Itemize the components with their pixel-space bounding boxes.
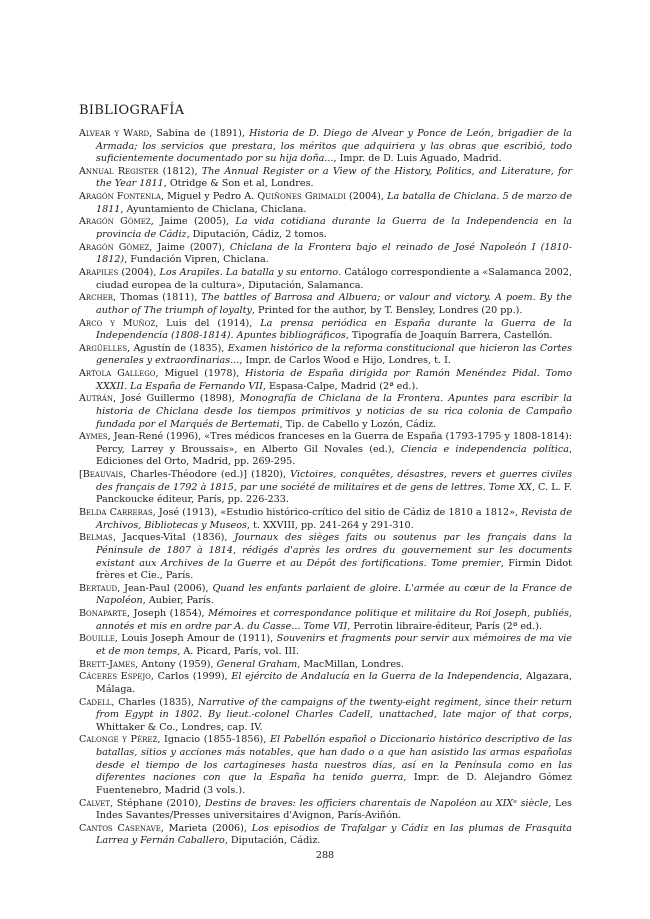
entry-title: Mémoires et correspondance politique et militaire du Roi Joseph, publiés, annotés et mis en ordre par A. du Casse... Tome VII — [96, 608, 572, 632]
entry-author: [Beauvais — [79, 469, 124, 481]
entry-author: Alvear y Ward — [79, 128, 150, 139]
entry-publication-info: , Printed for the author, by T. Bensley, Londres (20 pp.). — [251, 304, 523, 316]
entry-author-detail: , Jaime (2007), — [149, 241, 230, 253]
section-heading: BIBLIOGRAFÍA — [79, 103, 185, 118]
entry-author: Calvet — [79, 797, 111, 809]
entry-publication-info: , Aubier, París. — [142, 595, 214, 607]
entry-publication-info: , A. Picard, París, vol. III. — [177, 645, 300, 657]
page-number: 288 — [315, 850, 335, 861]
bibliography-entry — [79, 697, 572, 735]
entry-author: Autrán — [79, 393, 113, 405]
bibliography-entry — [79, 507, 572, 532]
entry-coauthor: Quiñones Grimaldi — [257, 191, 346, 203]
entry-title: Ciencia e independencia política — [400, 443, 569, 455]
entry-title: Examen histórico de la reforma constitucional que hicieron las Cortes generales y extraordinarias... — [96, 342, 572, 367]
bibliography-entry — [79, 431, 572, 469]
entry-author-detail: (1812), — [158, 165, 202, 177]
entry-author: Cadell — [79, 696, 112, 708]
entry-author-detail: , Thomas (1811), — [113, 292, 202, 304]
entry-title: General Graham — [216, 658, 298, 670]
bibliography-entry — [79, 633, 572, 658]
bibliography-entry — [79, 393, 572, 431]
entry-author: Calonge y Pérez — [79, 734, 158, 746]
entry-author-detail: , Luis del (1914), — [155, 317, 261, 329]
entry-author: Aragón Gómez — [79, 216, 151, 228]
entry-author: Argüelles — [79, 342, 128, 354]
entry-title: Historia de D. Diego de Alvear y Ponce de León, brigadier de la Armada; los servicios que prestara, los méritos que adquiriera y las obras que escribió, todo suficientemente documentado por su hija doña... — [96, 128, 572, 165]
bibliography-entry — [79, 734, 572, 797]
entry-author-detail: , José (1913), «Estudio histórico-crítico del sitio de Cádiz de 1810 a 1812», — [152, 507, 522, 519]
bibliography-entry — [79, 292, 572, 317]
entry-author-detail: , Jean-Paul (2006), — [117, 582, 213, 594]
entry-publication-info: , Otridge & Son et al, Londres. — [163, 178, 314, 190]
entry-author-detail: , Miguel (1978), — [155, 368, 246, 380]
entry-publication-info: , Les Indes Savantes/Presses universitaires d'Avignon, París-Aviñón. — [96, 797, 572, 822]
entry-publication-info: , MacMillan, Londres. — [297, 658, 404, 670]
entry-author-detail: , Jaime (2005), — [150, 216, 236, 228]
bibliography-entry — [79, 318, 572, 343]
entry-author: Annual Register — [79, 165, 159, 177]
bibliography-entry — [79, 798, 572, 823]
bibliography-entry — [79, 532, 572, 582]
entry-author: Brett-James — [79, 658, 136, 670]
entry-title: Narrative of the campaigns of the twenty-eight regiment, since their return from Egypt in 1802. By lieut.-colonel Charles Cadell, unattached, late major of that corps — [96, 696, 572, 721]
entry-title: Revista de Archivos, Bibliotecas y Museos — [96, 507, 573, 531]
bibliography-entry — [79, 469, 572, 507]
entry-author: Bertaud — [79, 582, 118, 594]
entry-title: La batalla de Chiclana. 5 de marzo de 1811 — [96, 191, 572, 215]
bibliography-entry — [79, 267, 572, 292]
entry-publication-info: , Ediciones del Orto, Madrid, pp. 269-295. — [96, 443, 572, 468]
entry-title: Historia de España dirigida por Ramón Menéndez Pidal. Tomo XXXII. La España de Fernando VII — [96, 368, 572, 392]
entry-author-detail: , José Guillermo (1898), — [112, 393, 240, 405]
entry-title: Chiclana de la Frontera bajo el reinado de José Napoleón I (1810-1812) — [96, 241, 572, 266]
entry-author: Belda Carreras — [79, 507, 153, 519]
entry-publication-info: , Whittaker & Co., Londres, cap. IV. — [96, 709, 572, 733]
entry-title: Journaux des sièges faits ou soutenus par les français dans la Péninsule de 1807 à 1814, rédigés d'après les ordres du gouvernement sur les documents existant aux Archives de la Guerre et au Dépôt des fortifications. Tome premier — [96, 532, 572, 569]
bibliography-entry — [79, 166, 572, 191]
entry-title: Los episodios de Trafalgar y Cádiz en las plumas de Frasquita Larrea y Fernán Caballero — [96, 822, 572, 847]
bibliography-entry — [79, 343, 572, 368]
entry-title: The Annual Register or a View of the History, Politics, and Literature, for the Year 1811 — [96, 165, 572, 190]
entry-author-detail: , Stéphane (2010), — [110, 797, 205, 809]
bibliography-list — [79, 128, 572, 848]
bibliography-entry — [79, 583, 572, 608]
entry-author: Artola Gallego — [79, 368, 156, 380]
bibliography-entry — [79, 608, 572, 633]
bibliography-entry — [79, 368, 572, 393]
entry-title: Los Arapiles. La batalla y su entorno — [159, 267, 339, 278]
entry-author: Arapiles — [79, 267, 119, 278]
entry-publication-info: , Firmin Didot frères et Cie., París. — [96, 557, 572, 582]
entry-publication-info: , Impr. de D. Luis Aguado, Madrid. — [333, 153, 502, 165]
entry-author-detail: , Joseph (1854), — [127, 608, 209, 620]
entry-publication-info: . Catálogo correspondiente a «Salamanca 2002, ciudad europea de la cultura», Diputación, Salamanca. — [96, 267, 572, 291]
entry-title: Victoires, conquêtes, désastres, revers et guerres civiles des français de 1792 à 1815, par une société de militaires et de gens de lettres. Tome XX — [96, 469, 572, 493]
entry-author: Cáceres Espejo — [79, 671, 151, 683]
entry-publication-info: , Tipografía de Joaquín Barrera, Castellón. — [345, 330, 553, 342]
bibliography-entry — [79, 216, 572, 241]
entry-author-detail: , Louis Joseph Amour de (1911), — [114, 633, 277, 645]
entry-author: Archer — [79, 292, 114, 304]
bibliography-entry — [79, 242, 572, 267]
entry-author: Aragón Gómez — [79, 241, 150, 253]
entry-coauthor-detail: (2004), — [345, 191, 388, 203]
entry-publication-info: , Diputación, Cádiz. — [224, 835, 321, 847]
bibliography-entry — [79, 191, 572, 216]
entry-title: Quand les enfants parlaient de gloire. L'armée au cœur de la France de Napoléon — [96, 582, 572, 607]
entry-publication-info: , Fundación Vipren, Chiclana. — [124, 254, 269, 266]
entry-publication-info: , Espasa-Calpe, Madrid (2ª ed.). — [262, 380, 419, 392]
entry-author: Belmas — [79, 532, 113, 544]
entry-author: Aymes — [79, 431, 108, 443]
entry-author-detail: , Agustín de (1835), — [127, 342, 228, 354]
entry-title: La prensa periódica en España durante la Guerra de la Independencia (1808-1814). Apuntes bibliográficos — [96, 317, 572, 342]
entry-title: El ejército de Andalucía en la Guerra de la Independencia — [231, 671, 520, 683]
entry-publication-info: , Diputación, Cádiz, 2 tomos. — [186, 229, 327, 241]
entry-author-detail: , Ignacio (1855-1856), — [157, 734, 270, 746]
entry-author-detail: , Sabina de (1891), — [149, 128, 250, 139]
entry-author-detail: (2004), — [118, 267, 160, 278]
entry-publication-info: , t. XXVIII, pp. 241-264 y 291-310. — [246, 519, 414, 531]
entry-publication-info: , Tip. de Cabello y Lozón, Cádiz. — [279, 418, 437, 430]
entry-author-detail: , Jacques-Vital (1836), — [112, 532, 235, 544]
entry-author: Bonaparte — [79, 608, 128, 620]
entry-publication-info: , Ayuntamiento de Chiclana, Chiclana. — [120, 203, 307, 215]
entry-title: Monografía de Chiclana de la Frontera. Apuntes para escribir la historia de Chiclana desde los tiempos primitivos y noticias de su rica colonia de Campaño fundada por el Marqués de Bertemati — [96, 393, 572, 430]
entry-author-detail: , Antony (1959), — [135, 658, 217, 670]
bibliography-entry — [79, 671, 572, 696]
entry-publication-info: , Impr. de Carlos Wood e Hijo, Londres, t. I. — [239, 355, 451, 367]
bibliography-entry — [79, 659, 572, 672]
bibliography-entry — [79, 128, 572, 166]
bibliography-entry — [79, 823, 572, 848]
entry-publication-info: , C. L. F. Panckoucke éditeur, París, pp. 226-233. — [96, 481, 572, 506]
entry-author-detail: , Carlos (1999), — [150, 671, 232, 683]
entry-title: Destins de braves: les officiers charentais de Napoléon au XIXᵉ siècle — [204, 797, 549, 809]
entry-author-detail: , Charles (1835), — [111, 696, 198, 708]
entry-author: Bouille — [79, 633, 115, 645]
entry-title: La vida cotidiana durante la Guerra de la Independencia en la provincia de Cádiz — [96, 216, 572, 241]
entry-publication-info: , Algazara, Málaga. — [96, 671, 572, 695]
entry-title: The battles of Barrosa and Albuera; or valour and victory. A poem. By the author of The triumph of loyalty — [96, 292, 572, 316]
entry-author: Cantos Casenave — [79, 822, 161, 834]
entry-author: Arco y Muñoz — [79, 317, 156, 329]
entry-author: Aragón Fontenla — [79, 191, 161, 203]
entry-author-detail: , Miguel y Pedro A. — [160, 191, 258, 203]
entry-publication-info: , Perrotin libraire-éditeur, París (2ª ed.). — [347, 620, 543, 632]
entry-title: El Pabellón español o Diccionario histórico descriptivo de las batallas, sitios y acciones más notables, que han dado o a que han asistido las armas españolas desde el tiempo de los cartagineses hasta nuestros días, así en la Península como en las diferentes naciones con que la España ha tenido guerra — [96, 734, 573, 784]
entry-author-detail: , Charles-Théodore (ed.)] (1820), — [123, 469, 291, 481]
entry-author-detail: , Marieta (2006), — [160, 822, 252, 834]
entry-publication-info: , Impr. de D. Alejandro Gómez Fuentenebro, Madrid (3 vols.). — [96, 772, 572, 796]
entry-title: Souvenirs et fragments pour servir aux mémoires de ma vie et de mon temps — [96, 633, 572, 657]
entry-author-detail: , Jean-René (1996), «Tres médicos franceses en la Guerra de España (1793-1795 y 1808-1814): Percy, Larrey y Broussais», en Alberto Gil Novales (ed.), — [96, 431, 572, 455]
